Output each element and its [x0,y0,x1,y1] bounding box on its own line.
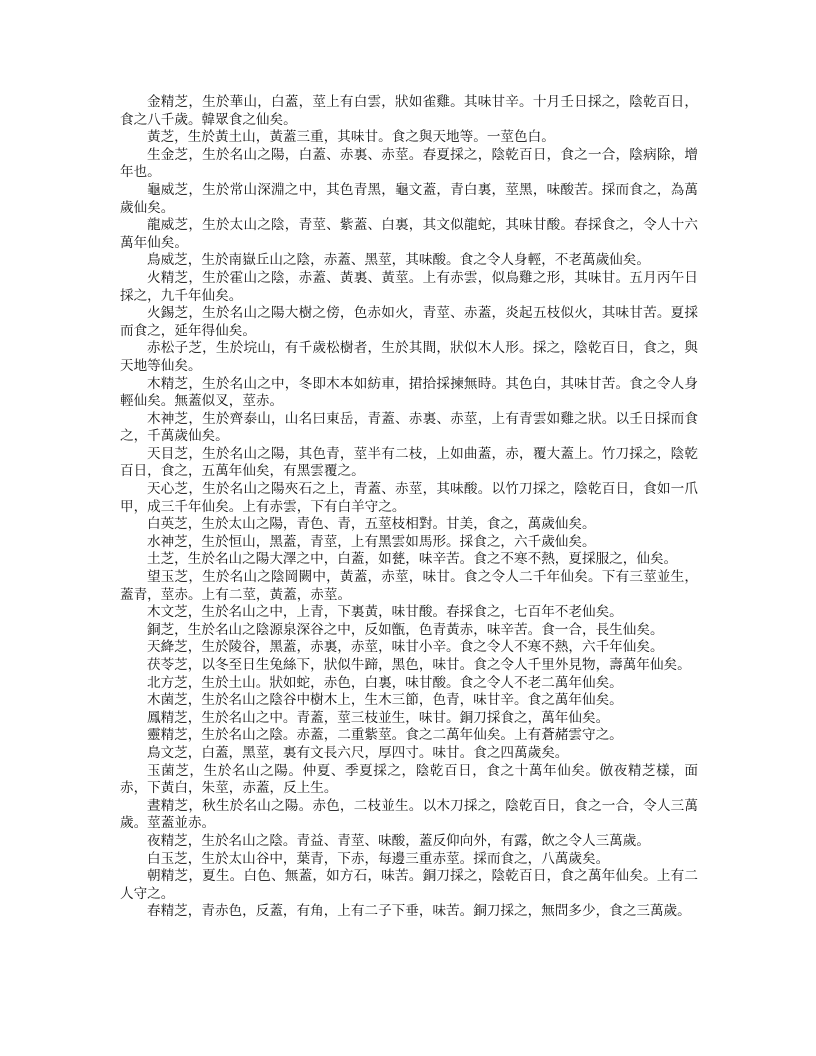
paragraph-tian-xin-zhi: 天心芝，生於名山之陽夾石之上，青蓋、赤莖，其味酸。以竹刀採之，陰乾百日，食如一爪甲，成三千年仙矣。上有赤雲，下有白羊守之。 [120,481,698,515]
paragraph-mu-wen-zhi: 木文芝，生於名山之中，上青，下裏黃，味甘酸。春採食之，七百年不老仙矣。 [147,604,623,621]
paragraph-jin-jing-zhi: 金精芝，生於華山，白蓋，莖上有白雲，狀如雀雞。其味甘辛。十月壬日採之，陰乾百日，食之八千歲。韓眾食之仙矣。 [120,94,698,128]
paragraph-mu-jing-zhi: 木精芝，生於名山之中，冬即木本如紡車，捃拾採揀無時。其色白，其味甘苦。食之令人身輕仙矣。無蓋似叉，莖赤。 [120,375,698,410]
paragraph-chao-jing-zhi: 朝精芝，夏生。白色、無蓋，如方石，味苦。銅刀採之，陰乾百日，食之萬年仙矣。上有二人守之。 [120,868,698,902]
paragraph-feng-jing-zhi: 鳳精芝，生於名山之中。青蓋，莖三枝並生，味甘。銅刀採食之，萬年仙矣。 [147,709,610,726]
paragraph-yu-jun-zhi: 玉菌芝，生於名山之陽。仲夏、季夏採之，陰乾百日，食之十萬年仙矣。倣夜精芝樣，面赤，下黃白，朱莖，赤蓋，反上生。 [120,762,698,797]
paragraph-sheng-jin-zhi: 生金芝，生於名山之陽，白蓋、赤裏、赤莖。春夏採之，陰乾百日，食之一合，陰病除，增年也。 [120,146,698,181]
paragraph-mu-jun-zhi: 木菌芝，生於名山之陰谷中樹木上，生木三節，色青，味甘辛。食之萬年仙矣。 [147,692,623,709]
paragraph-mu-shen-zhi: 木神芝，生於齊泰山，山名曰東岳，青蓋、赤裏、赤莖，上有青雲如雞之狀。以壬日採而食之，千萬歲仙矣。 [120,410,698,445]
paragraph-tong-zhi: 銅芝，生於名山之陰源泉深谷之中，反如甑，色青黃赤，味辛苦。食一合，長生仙矣。 [147,621,664,638]
paragraph-zhou-jing-zhi: 晝精芝，秋生於名山之陽。赤色，二枝並生。以木刀採之，陰乾百日，食之一合，令人三萬歲。莖蓋並赤。 [120,797,698,832]
paragraph-bai-ying-zhi: 白英芝，生於太山之陽，青色、青，五莖枝相對。甘美，食之，萬歲仙矣。 [147,516,596,533]
paragraph-tian-jiang-zhi: 天絳芝，生於陵谷，黑蓋，赤裏，赤莖，味甘小辛。食之令人不寒不熱，六千年仙矣。 [147,639,664,656]
paragraph-fu-ling-zhi: 茯苓芝，以冬至日生兔絲下，狀似牛蹄，黑色，味甘。食之令人千里外見物，壽萬年仙矣。 [147,657,691,673]
paragraph-huang-zhi: 黃芝，生於黃土山，黃蓋三重，其味甘。食之與天地等。一莖色白。 [147,129,555,146]
paragraph-tian-mu-zhi: 天目芝，生於名山之陽，其色青，莖半有二枝，上如曲蓋，赤，覆大蓋上。竹刀採之，陰乾百日，食之，五萬年仙矣，有黑雲覆之。 [120,445,698,480]
paragraph-gui-wei-zhi: 龜威芝，生於常山深淵之中，其色青黑，龜文蓋，青白裏，莖黑，味酸苦。採而食之，為萬歲仙矣。 [120,181,698,216]
paragraph-tu-zhi: 土芝，生於名山之陽大澤之中，白蓋，如甆，味辛苦。食之不寒不熱，夏採服之，仙矣。 [147,551,678,568]
paragraph-niao-wei-zhi: 鳥威芝，生於南嶽丘山之陰，赤蓋、黑莖，其味酸。食之令人身輕，不老萬歲仙矣。 [147,252,650,269]
paragraph-chun-jing-zhi: 春精芝，青赤色，反蓋，有角，上有二子下垂，味苦。銅刀採之，無問多少，食之三萬歲。 [147,903,691,920]
paragraph-chi-song-zi-zhi: 赤松子芝，生於垸山，有千歲松樹者，生於其間，狀似木人形。採之，陰乾百日，食之，與天地等仙矣。 [120,340,698,374]
paragraph-huo-xi-zhi: 火錫芝，生於名山之陽大樹之傍，色赤如火，青莖、赤蓋，炎起五枝似火，其味甘苦。夏採而食之，延年得仙矣。 [120,305,698,339]
paragraph-ye-jing-zhi: 夜精芝，生於名山之陰。青益、青莖、味酸，蓋反仰向外，有露，飲之令人三萬歲。 [147,832,650,849]
paragraph-bai-yu-zhi: 白玉芝，生於太山谷中，葉青，下赤，每邊三重赤莖。採而食之，八萬歲矣。 [147,850,610,867]
document-body [120,94,698,921]
paragraph-wang-yu-zhi: 望玉芝，生於名山之陰岡闕中，黃蓋，赤莖，味甘。食之令人二千年仙矣。下有三莖並生，蓋青，莖赤。上有二莖，黃蓋，赤莖。 [120,569,698,603]
paragraph-bei-fang-zhi: 北方芝，生於土山。狀如蛇，赤色，白裏，味甘酸。食之令人不老二萬年仙矣。 [147,674,623,691]
paragraph-long-wei-zhi: 龍威芝，生於太山之陰，青莖、紫蓋、白裏，其文似龍蛇，其味甘酸。春採食之，令人十六萬年仙矣。 [120,217,698,251]
paragraph-huo-jing-zhi: 火精芝，生於霍山之陰，赤蓋、黃裏、黃莖。上有赤雲，似鳥雞之形，其味甘。五月丙午日採之，九千年仙矣。 [120,269,698,304]
paragraph-ling-jing-zhi: 靈精芝，生於名山之陰。赤蓋，二重紫莖。食之二萬年仙矣。上有蒼赭雲守之。 [147,727,623,744]
paragraph-shui-shen-zhi: 水神芝，生於恒山，黑蓋，青莖，上有黑雲如馬形。採食之，六千歲仙矣。 [147,533,596,550]
paragraph-niao-wen-zhi: 鳥文芝，白蓋，黑莖，裏有文長六尺，厚四寸。味甘。食之四萬歲矣。 [147,744,569,761]
